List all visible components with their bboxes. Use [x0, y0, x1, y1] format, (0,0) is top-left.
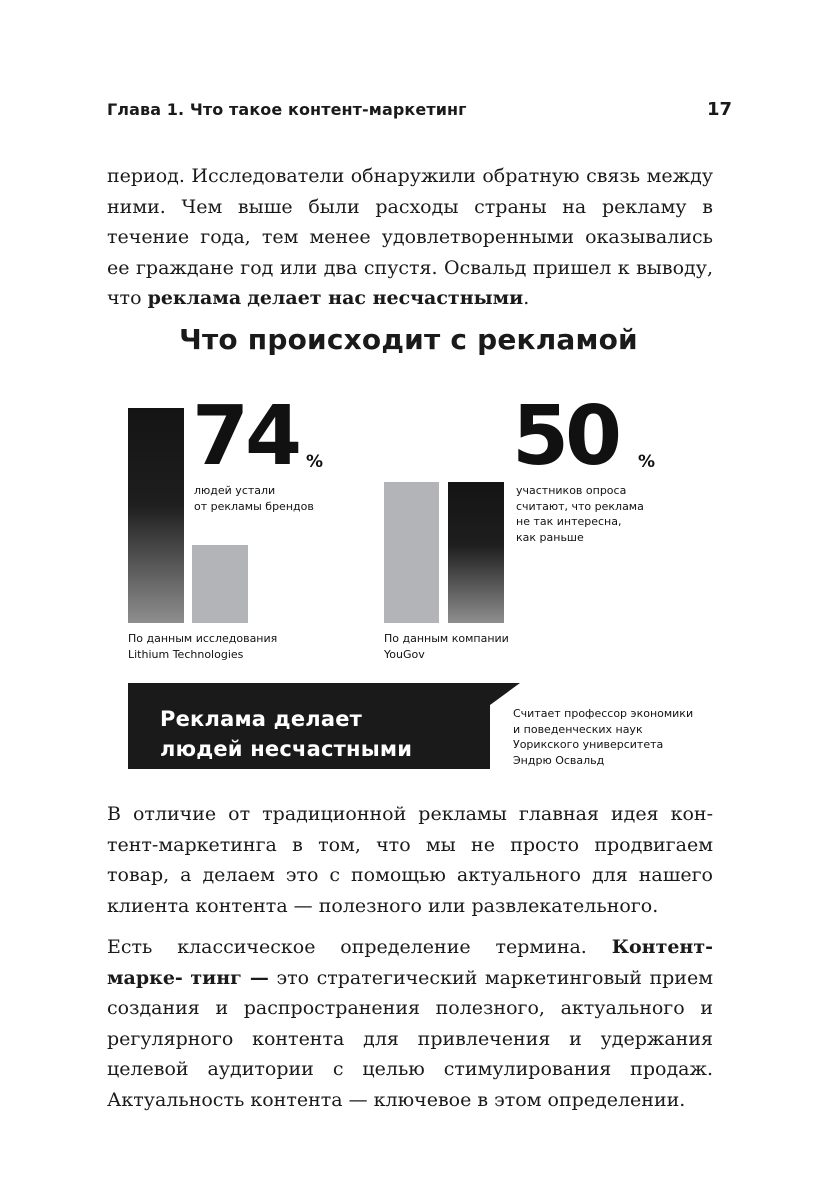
stat1-unit: %	[306, 452, 324, 472]
text-line: это стратегический маркетинговый прием создания	[107, 966, 713, 1019]
page-number: 17	[706, 99, 732, 120]
stat2-dark-bar	[448, 482, 504, 623]
stat2-source	[384, 631, 509, 662]
stat1-description	[194, 483, 314, 514]
bold-phrase: делает нас несчастными	[247, 287, 524, 309]
text-line: тент-маркетинга в том, что мы не просто продвигаем товар,	[107, 833, 713, 886]
text-line: ними. Чем выше были расходы страны на рекламу в течение	[107, 195, 713, 248]
stat2-grey-bar	[384, 482, 439, 623]
text-line: года, тем менее удовлетворенными оказывались ее граждане	[107, 226, 713, 279]
stat1-source	[128, 631, 277, 662]
attribution-line: Считает профессор экономики	[513, 707, 694, 720]
text-line: контента — полезного или развлекательного.	[195, 894, 659, 917]
attribution-line: Эндрю Освальд	[513, 753, 605, 767]
text-line: а делаем это с помощью актуального для нашего клиента	[107, 864, 713, 917]
chapter-title: Глава 1. Что такое контент-маркетинг	[107, 100, 467, 119]
desc-line: как раньше	[516, 530, 584, 544]
quote-text	[160, 704, 412, 764]
stat1-dark-bar	[128, 408, 184, 623]
desc-line: считают, что реклама	[516, 499, 644, 513]
stat2-unit: %	[638, 452, 656, 472]
source-line: По данным исследования	[128, 632, 278, 645]
desc-line: не так интересна,	[516, 515, 622, 528]
bold-term: Контент-марке-	[107, 936, 713, 989]
desc-line: участников опроса	[516, 484, 627, 497]
stat2-description	[516, 483, 644, 545]
paragraph-2	[107, 799, 713, 921]
stat1-grey-bar	[192, 545, 248, 623]
attribution-line: и поведенческих наук	[513, 722, 643, 736]
page-header	[107, 100, 732, 126]
infographic-title: Что происходит с рекламой	[179, 323, 638, 356]
bold-term: тинг —	[190, 966, 269, 989]
punctuation: .	[523, 287, 530, 309]
text-line: ключевое в этом определении.	[373, 1088, 686, 1111]
text-line: контента для привлечения и удержания целевой аудитории	[107, 1027, 713, 1080]
stat2-value: 50	[512, 389, 619, 484]
stat1-value: 74	[192, 389, 299, 484]
paragraph-3	[107, 932, 713, 1115]
text-line: В отличие от традиционной рекламы главная идея кон-	[107, 803, 713, 825]
quote-line: Реклама делает	[160, 707, 363, 731]
text-line: и распространения полезного, актуального и регулярного	[107, 997, 713, 1050]
quote-box	[128, 683, 520, 769]
text-line: с целью стимулирования продаж. Актуальность контента —	[107, 1058, 713, 1111]
attribution-line: Уорикского университета	[513, 738, 664, 751]
desc-line: от рекламы брендов	[194, 499, 314, 513]
quote-line: людей несчастными	[160, 737, 413, 761]
text-line: период. Исследователи обнаружили обратную связь между	[107, 165, 713, 187]
desc-line: людей устали	[194, 484, 276, 497]
source-line: YouGov	[384, 647, 425, 661]
paragraph-1	[107, 161, 713, 314]
text-line: Есть классическое определение термина.	[107, 936, 612, 958]
text-line: год или два спустя. Освальд пришел к выводу, что	[107, 256, 713, 309]
source-line: Lithium Technologies	[128, 647, 244, 661]
bold-phrase: реклама	[147, 287, 242, 309]
source-line: По данным компании	[384, 632, 509, 645]
quote-attribution	[513, 706, 693, 768]
